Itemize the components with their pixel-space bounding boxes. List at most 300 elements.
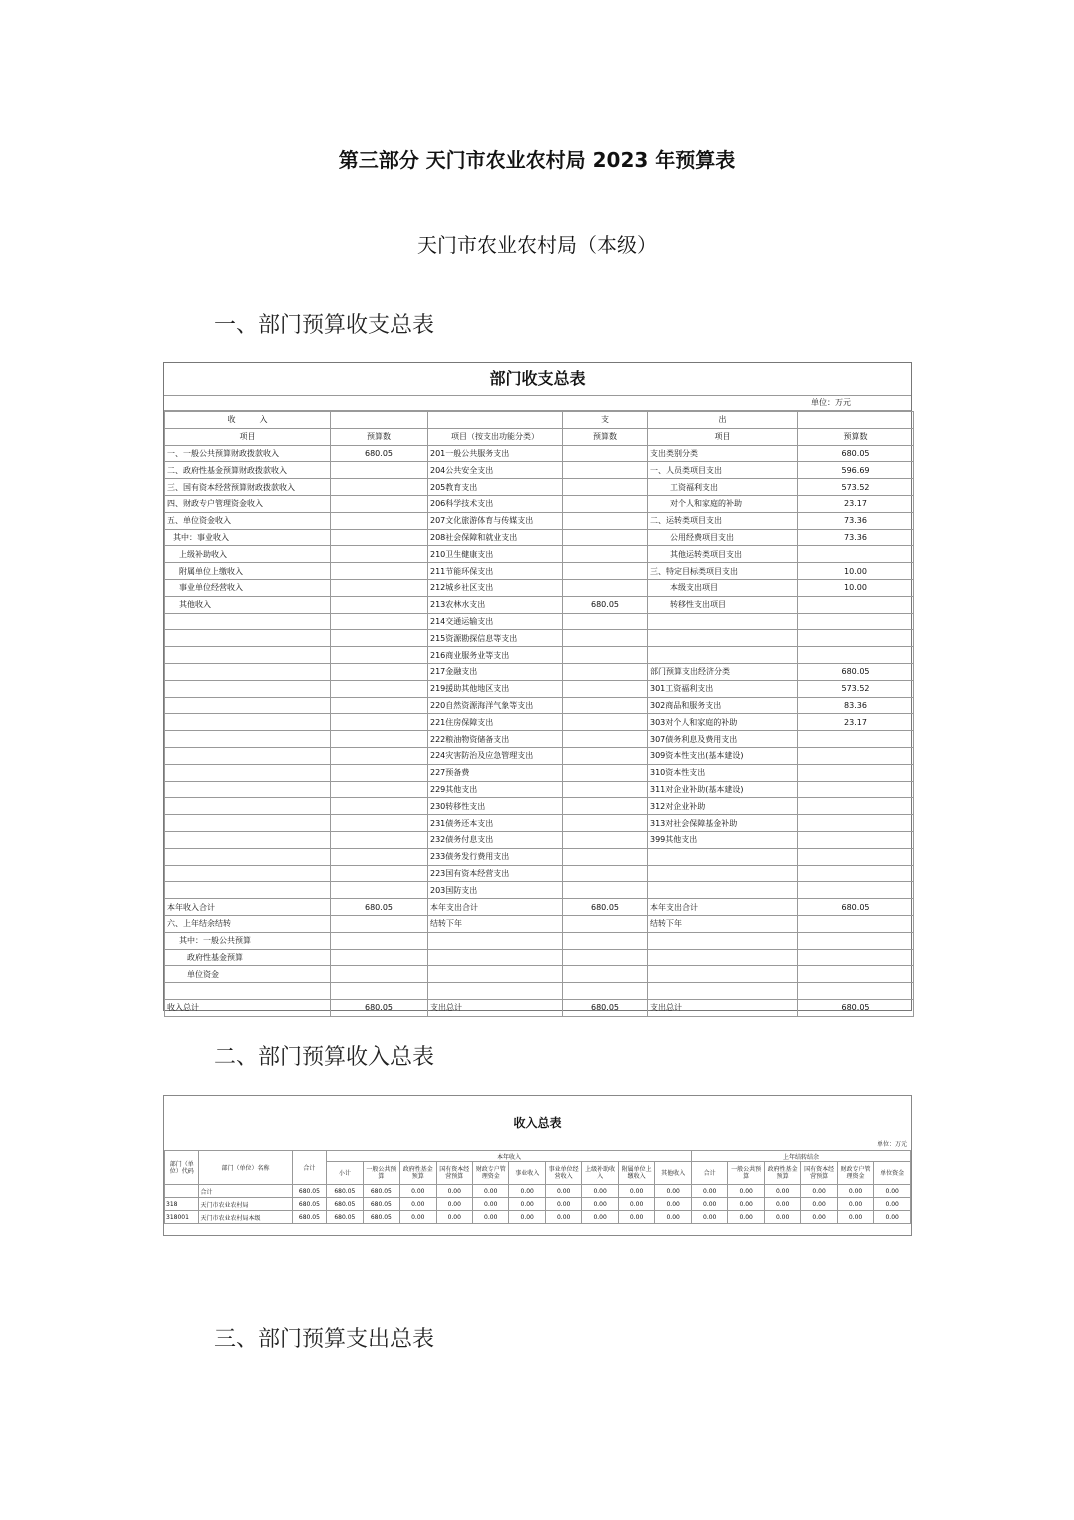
amount-cell: 680.05 — [363, 1185, 399, 1198]
income-budget-cell — [331, 596, 428, 613]
econ-item-cell: 本年支出合计 — [648, 899, 798, 916]
econ-item-cell: 311对企业补助(基本建设) — [648, 781, 798, 798]
func-item-cell: 227预备费 — [428, 764, 563, 781]
econ-budget-cell: 10.00 — [798, 563, 914, 580]
econ-budget-cell — [798, 731, 914, 748]
econ-budget-cell — [798, 949, 914, 966]
econ-item-cell: 313对社会保障基金补助 — [648, 815, 798, 832]
econ-item-cell: 结转下年 — [648, 915, 798, 932]
amount-cell: 0.00 — [837, 1211, 873, 1224]
table-row — [165, 647, 914, 664]
func-item-cell: 208社会保障和就业支出 — [428, 529, 563, 546]
econ-item-cell — [648, 865, 798, 882]
econ-item-cell: 对个人和家庭的补助 — [648, 495, 798, 512]
table-row — [165, 831, 914, 848]
amount-cell: 0.00 — [801, 1211, 837, 1224]
func-budget-cell — [563, 815, 648, 832]
func-item-cell: 207文化旅游体育与传媒支出 — [428, 512, 563, 529]
func-item-cell: 215资源勘探信息等支出 — [428, 630, 563, 647]
func-budget-cell — [563, 915, 648, 932]
func-budget-cell — [563, 865, 648, 882]
income-item-cell — [165, 781, 331, 798]
amount-cell: 0.00 — [801, 1185, 837, 1198]
func-budget-cell — [563, 932, 648, 949]
income-budget-cell — [331, 697, 428, 714]
income-item-cell — [165, 680, 331, 697]
table-row — [165, 865, 914, 882]
dept-code-cell: 318 — [165, 1198, 199, 1211]
table-row — [165, 462, 914, 479]
func-item-cell: 217金融支出 — [428, 663, 563, 680]
func-item-cell — [428, 983, 563, 1000]
col-current-2: 政府性基金预算 — [400, 1162, 436, 1185]
amount-cell: 0.00 — [691, 1198, 727, 1211]
income-item-cell: 上级补助收入 — [165, 546, 331, 563]
amount-cell: 0.00 — [545, 1198, 581, 1211]
func-item-cell: 213农林水支出 — [428, 596, 563, 613]
func-budget-cell — [563, 445, 648, 462]
table1-grid — [164, 411, 914, 1017]
income-item-cell: 五、单位资金收入 — [165, 512, 331, 529]
col-header-item2: 项目 — [648, 428, 798, 445]
amount-cell: 0.00 — [764, 1185, 800, 1198]
func-budget-cell — [563, 630, 648, 647]
func-budget-cell — [563, 949, 648, 966]
income-budget-cell: 680.05 — [331, 999, 428, 1016]
col-header-func: 项目（按支出功能分类） — [428, 428, 563, 445]
func-item-cell: 本年支出合计 — [428, 899, 563, 916]
econ-item-cell: 三、特定目标类项目支出 — [648, 563, 798, 580]
table-row — [165, 714, 914, 731]
amount-cell: 0.00 — [509, 1185, 545, 1198]
econ-budget-cell: 680.05 — [798, 999, 914, 1016]
econ-budget-cell — [798, 882, 914, 899]
func-item-cell: 230转移性支出 — [428, 798, 563, 815]
income-budget-cell: 680.05 — [331, 899, 428, 916]
section-heading-1: 一、部门预算收支总表 — [214, 313, 435, 338]
amount-cell: 680.05 — [292, 1185, 326, 1198]
func-item-cell: 233债务发行费用支出 — [428, 848, 563, 865]
func-item-cell: 212城乡社区支出 — [428, 579, 563, 596]
func-budget-cell — [563, 983, 648, 1000]
col-prior-3: 国有资本经营预算 — [801, 1162, 837, 1185]
page-subtitle: 天门市农业农村局（本级） — [417, 233, 657, 257]
func-item-cell: 203国防支出 — [428, 882, 563, 899]
table-row — [165, 815, 914, 832]
func-item-cell: 206科学技术支出 — [428, 495, 563, 512]
table-row — [165, 966, 914, 983]
amount-cell: 0.00 — [473, 1211, 509, 1224]
income-item-cell — [165, 697, 331, 714]
income-budget-cell — [331, 630, 428, 647]
income-budget-cell — [331, 731, 428, 748]
econ-budget-cell — [798, 781, 914, 798]
table-row — [165, 479, 914, 496]
income-item-cell: 其中：事业收入 — [165, 529, 331, 546]
table-row — [165, 764, 914, 781]
econ-item-cell: 其他运转类项目支出 — [648, 546, 798, 563]
col-current-5: 事业收入 — [509, 1162, 545, 1185]
amount-cell: 0.00 — [764, 1211, 800, 1224]
table2-title: 收入总表 — [513, 1116, 562, 1130]
func-budget-cell: 680.05 — [563, 999, 648, 1016]
amount-cell: 0.00 — [801, 1198, 837, 1211]
func-budget-cell — [563, 764, 648, 781]
func-budget-cell — [563, 680, 648, 697]
income-item-cell — [165, 747, 331, 764]
expense-header-b: 出 — [648, 412, 798, 429]
amount-cell: 0.00 — [582, 1185, 618, 1198]
income-item-cell — [165, 798, 331, 815]
func-budget-cell — [563, 831, 648, 848]
econ-item-cell — [648, 848, 798, 865]
econ-budget-cell — [798, 613, 914, 630]
income-budget-cell — [331, 747, 428, 764]
section-heading-3: 三、部门预算支出总表 — [214, 1327, 435, 1352]
table-row — [165, 563, 914, 580]
econ-budget-cell — [798, 966, 914, 983]
income-item-cell — [165, 882, 331, 899]
income-budget-cell — [331, 966, 428, 983]
amount-cell: 0.00 — [655, 1211, 692, 1224]
group-current-year: 本年收入 — [327, 1151, 692, 1162]
amount-cell: 680.05 — [327, 1185, 363, 1198]
income-item-cell: 政府性基金预算 — [165, 949, 331, 966]
amount-cell: 680.05 — [292, 1211, 326, 1224]
func-budget-cell — [563, 462, 648, 479]
econ-item-cell — [648, 983, 798, 1000]
col-prior-5: 单位资金 — [874, 1162, 911, 1185]
col-header-item: 项目 — [165, 428, 331, 445]
col-current-8: 附属单位上缴收入 — [618, 1162, 654, 1185]
func-item-cell: 214交通运输支出 — [428, 613, 563, 630]
econ-item-cell: 307债务利息及费用支出 — [648, 731, 798, 748]
amount-cell: 0.00 — [655, 1185, 692, 1198]
econ-item-cell: 转移性支出项目 — [648, 596, 798, 613]
col-dept-name: 部门（单位）名称 — [199, 1151, 292, 1185]
table2-unit: 单位：万元 — [876, 1141, 907, 1148]
table-row — [165, 1211, 911, 1224]
econ-item-cell: 303对个人和家庭的补助 — [648, 714, 798, 731]
econ-budget-cell — [798, 932, 914, 949]
income-budget-cell — [331, 865, 428, 882]
income-budget-cell — [331, 815, 428, 832]
col-current-7: 上级补助收入 — [582, 1162, 618, 1185]
income-item-cell — [165, 630, 331, 647]
income-item-cell: 其中：一般公共预算 — [165, 932, 331, 949]
func-item-cell: 223国有资本经营支出 — [428, 865, 563, 882]
func-budget-cell — [563, 546, 648, 563]
amount-cell: 0.00 — [618, 1185, 654, 1198]
table1-unit: 单位：万元 — [164, 396, 911, 411]
econ-item-cell: 302商品和服务支出 — [648, 697, 798, 714]
income-item-cell — [165, 647, 331, 664]
econ-budget-cell — [798, 798, 914, 815]
col-current-1: 一般公共预算 — [363, 1162, 399, 1185]
amount-cell: 0.00 — [436, 1211, 472, 1224]
income-item-cell: 四、财政专户管理资金收入 — [165, 495, 331, 512]
amount-cell: 0.00 — [764, 1198, 800, 1211]
amount-cell: 0.00 — [509, 1198, 545, 1211]
func-budget-cell — [563, 663, 648, 680]
amount-cell: 0.00 — [728, 1211, 764, 1224]
econ-budget-cell — [798, 831, 914, 848]
table-row — [165, 630, 914, 647]
econ-budget-cell: 83.36 — [798, 697, 914, 714]
income-summary-table — [163, 1095, 912, 1236]
income-item-cell — [165, 983, 331, 1000]
amount-cell: 0.00 — [874, 1211, 911, 1224]
econ-budget-cell: 596.69 — [798, 462, 914, 479]
func-budget-cell — [563, 848, 648, 865]
table-row — [165, 529, 914, 546]
func-budget-cell — [563, 647, 648, 664]
table-row — [165, 731, 914, 748]
table-row — [165, 512, 914, 529]
income-budget-cell — [331, 915, 428, 932]
func-budget-cell: 680.05 — [563, 899, 648, 916]
income-budget-cell — [331, 781, 428, 798]
econ-item-cell — [648, 630, 798, 647]
econ-item-cell: 二、运转类项目支出 — [648, 512, 798, 529]
econ-item-cell: 本级支出项目 — [648, 579, 798, 596]
income-item-cell: 收入总计 — [165, 999, 331, 1016]
income-budget-cell — [331, 495, 428, 512]
func-budget-cell — [563, 798, 648, 815]
income-item-cell: 三、国有资本经营预算财政拨款收入 — [165, 479, 331, 496]
dept-code-cell: 318001 — [165, 1211, 199, 1224]
table-row — [165, 697, 914, 714]
amount-cell: 0.00 — [473, 1185, 509, 1198]
income-budget-cell: 680.05 — [331, 445, 428, 462]
amount-cell: 0.00 — [837, 1198, 873, 1211]
econ-budget-cell — [798, 865, 914, 882]
func-item-cell: 229其他支出 — [428, 781, 563, 798]
econ-budget-cell: 23.17 — [798, 714, 914, 731]
econ-item-cell: 一、人员类项目支出 — [648, 462, 798, 479]
econ-budget-cell — [798, 596, 914, 613]
func-item-cell: 204公共安全支出 — [428, 462, 563, 479]
econ-budget-cell — [798, 764, 914, 781]
econ-budget-cell — [798, 546, 914, 563]
income-budget-cell — [331, 932, 428, 949]
col-current-0: 小计 — [327, 1162, 363, 1185]
income-budget-cell — [331, 882, 428, 899]
func-budget-cell — [563, 882, 648, 899]
func-item-cell: 结转下年 — [428, 915, 563, 932]
func-item-cell: 205教育支出 — [428, 479, 563, 496]
dept-name-cell: 合计 — [199, 1185, 292, 1198]
income-item-cell: 二、政府性基金预算财政拨款收入 — [165, 462, 331, 479]
income-item-cell — [165, 815, 331, 832]
amount-cell: 0.00 — [545, 1211, 581, 1224]
income-item-cell: 六、上年结余结转 — [165, 915, 331, 932]
table1-title: 部门收支总表 — [164, 363, 911, 396]
econ-budget-cell — [798, 647, 914, 664]
econ-budget-cell — [798, 915, 914, 932]
income-item-cell — [165, 831, 331, 848]
func-item-cell — [428, 932, 563, 949]
amount-cell: 680.05 — [292, 1198, 326, 1211]
income-budget-cell — [331, 563, 428, 580]
func-budget-cell — [563, 529, 648, 546]
col-prior-2: 政府性基金预算 — [764, 1162, 800, 1185]
table-row — [165, 882, 914, 899]
func-budget-cell: 680.05 — [563, 596, 648, 613]
amount-cell: 0.00 — [728, 1198, 764, 1211]
econ-budget-cell: 23.17 — [798, 495, 914, 512]
page-title: 第三部分 天门市农业农村局 2023 年预算表 — [338, 148, 736, 172]
table2-grid — [164, 1150, 911, 1224]
econ-item-cell: 301工资福利支出 — [648, 680, 798, 697]
econ-item-cell — [648, 949, 798, 966]
income-item-cell: 一、一般公共预算财政拨款收入 — [165, 445, 331, 462]
table-row — [165, 932, 914, 949]
econ-budget-cell — [798, 815, 914, 832]
income-item-cell: 其他收入 — [165, 596, 331, 613]
func-budget-cell — [563, 697, 648, 714]
table-row — [165, 596, 914, 613]
econ-budget-cell: 73.36 — [798, 529, 914, 546]
econ-item-cell: 公用经费项目支出 — [648, 529, 798, 546]
table-row — [165, 1198, 911, 1211]
amount-cell: 0.00 — [582, 1211, 618, 1224]
func-item-cell: 201一般公共服务支出 — [428, 445, 563, 462]
func-budget-cell — [563, 512, 648, 529]
func-item-cell: 224灾害防治及应急管理支出 — [428, 747, 563, 764]
income-item-cell — [165, 848, 331, 865]
amount-cell: 0.00 — [545, 1185, 581, 1198]
econ-item-cell: 399其他支出 — [648, 831, 798, 848]
econ-item-cell: 312对企业补助 — [648, 798, 798, 815]
func-budget-cell — [563, 966, 648, 983]
income-budget-cell — [331, 949, 428, 966]
econ-budget-cell: 680.05 — [798, 663, 914, 680]
table-row — [165, 999, 914, 1016]
amount-cell: 0.00 — [618, 1198, 654, 1211]
func-item-cell: 231债务还本支出 — [428, 815, 563, 832]
income-budget-cell — [331, 663, 428, 680]
func-item-cell: 220自然资源海洋气象等支出 — [428, 697, 563, 714]
func-item-cell — [428, 949, 563, 966]
table-row — [165, 663, 914, 680]
income-item-cell: 本年收入合计 — [165, 899, 331, 916]
col-header-budget: 预算数 — [331, 428, 428, 445]
econ-item-cell: 310资本性支出 — [648, 764, 798, 781]
amount-cell: 0.00 — [509, 1211, 545, 1224]
col-prior-4: 财政专户管理资金 — [837, 1162, 873, 1185]
func-budget-cell — [563, 579, 648, 596]
table-row — [165, 798, 914, 815]
col-total: 合计 — [292, 1151, 326, 1185]
income-budget-cell — [331, 714, 428, 731]
col-prior-0: 合计 — [691, 1162, 727, 1185]
income-budget-cell — [331, 831, 428, 848]
amount-cell: 680.05 — [363, 1211, 399, 1224]
amount-cell: 0.00 — [691, 1211, 727, 1224]
func-item-cell: 232债务付息支出 — [428, 831, 563, 848]
econ-budget-cell — [798, 848, 914, 865]
income-budget-cell — [331, 798, 428, 815]
income-item-cell — [165, 731, 331, 748]
table-row — [165, 915, 914, 932]
econ-item-cell — [648, 613, 798, 630]
section-heading-2: 二、部门预算收入总表 — [214, 1045, 435, 1070]
col-current-6: 事业单位经营收入 — [545, 1162, 581, 1185]
econ-item-cell — [648, 647, 798, 664]
income-budget-cell — [331, 848, 428, 865]
econ-budget-cell — [798, 983, 914, 1000]
amount-cell: 680.05 — [327, 1211, 363, 1224]
econ-item-cell: 支出类别分类 — [648, 445, 798, 462]
amount-cell: 0.00 — [837, 1185, 873, 1198]
func-item-cell — [428, 966, 563, 983]
income-budget-cell — [331, 512, 428, 529]
amount-cell: 0.00 — [728, 1185, 764, 1198]
income-item-cell — [165, 764, 331, 781]
income-budget-cell — [331, 529, 428, 546]
income-item-cell — [165, 865, 331, 882]
income-header: 收 入 — [165, 412, 331, 429]
amount-cell: 0.00 — [400, 1211, 436, 1224]
func-budget-cell — [563, 563, 648, 580]
table-row — [165, 899, 914, 916]
func-item-cell: 219援助其他地区支出 — [428, 680, 563, 697]
income-budget-cell — [331, 680, 428, 697]
func-item-cell: 211节能环保支出 — [428, 563, 563, 580]
econ-budget-cell: 680.05 — [798, 445, 914, 462]
econ-budget-cell: 680.05 — [798, 899, 914, 916]
table-row — [165, 579, 914, 596]
table-row — [165, 495, 914, 512]
income-item-cell — [165, 714, 331, 731]
econ-item-cell: 支出总计 — [648, 999, 798, 1016]
income-budget-cell — [331, 613, 428, 630]
table-row — [165, 613, 914, 630]
expense-header-a: 支 — [563, 412, 648, 429]
amount-cell: 0.00 — [400, 1198, 436, 1211]
func-budget-cell — [563, 731, 648, 748]
amount-cell: 0.00 — [874, 1198, 911, 1211]
col-dept-code: 部门（单位）代码 — [165, 1151, 199, 1185]
func-item-cell: 222粮油物资储备支出 — [428, 731, 563, 748]
func-budget-cell — [563, 747, 648, 764]
amount-cell: 0.00 — [473, 1198, 509, 1211]
income-budget-cell — [331, 579, 428, 596]
amount-cell: 0.00 — [436, 1185, 472, 1198]
amount-cell: 0.00 — [618, 1211, 654, 1224]
func-item-cell: 支出总计 — [428, 999, 563, 1016]
col-current-4: 财政专户管理资金 — [473, 1162, 509, 1185]
income-item-cell: 附属单位上缴收入 — [165, 563, 331, 580]
econ-item-cell — [648, 882, 798, 899]
func-item-cell: 216商业服务业等支出 — [428, 647, 563, 664]
econ-budget-cell — [798, 747, 914, 764]
income-budget-cell — [331, 764, 428, 781]
income-item-cell: 单位资金 — [165, 966, 331, 983]
econ-budget-cell: 10.00 — [798, 579, 914, 596]
col-header-budget2: 预算数 — [563, 428, 648, 445]
econ-item-cell: 部门预算支出经济分类 — [648, 663, 798, 680]
group-prior-year: 上年结转结余 — [691, 1151, 910, 1162]
income-budget-cell — [331, 546, 428, 563]
func-budget-cell — [563, 781, 648, 798]
table-row — [165, 848, 914, 865]
table-row — [165, 983, 914, 1000]
dept-code-cell — [165, 1185, 199, 1198]
table-row — [165, 781, 914, 798]
econ-item-cell: 工资福利支出 — [648, 479, 798, 496]
